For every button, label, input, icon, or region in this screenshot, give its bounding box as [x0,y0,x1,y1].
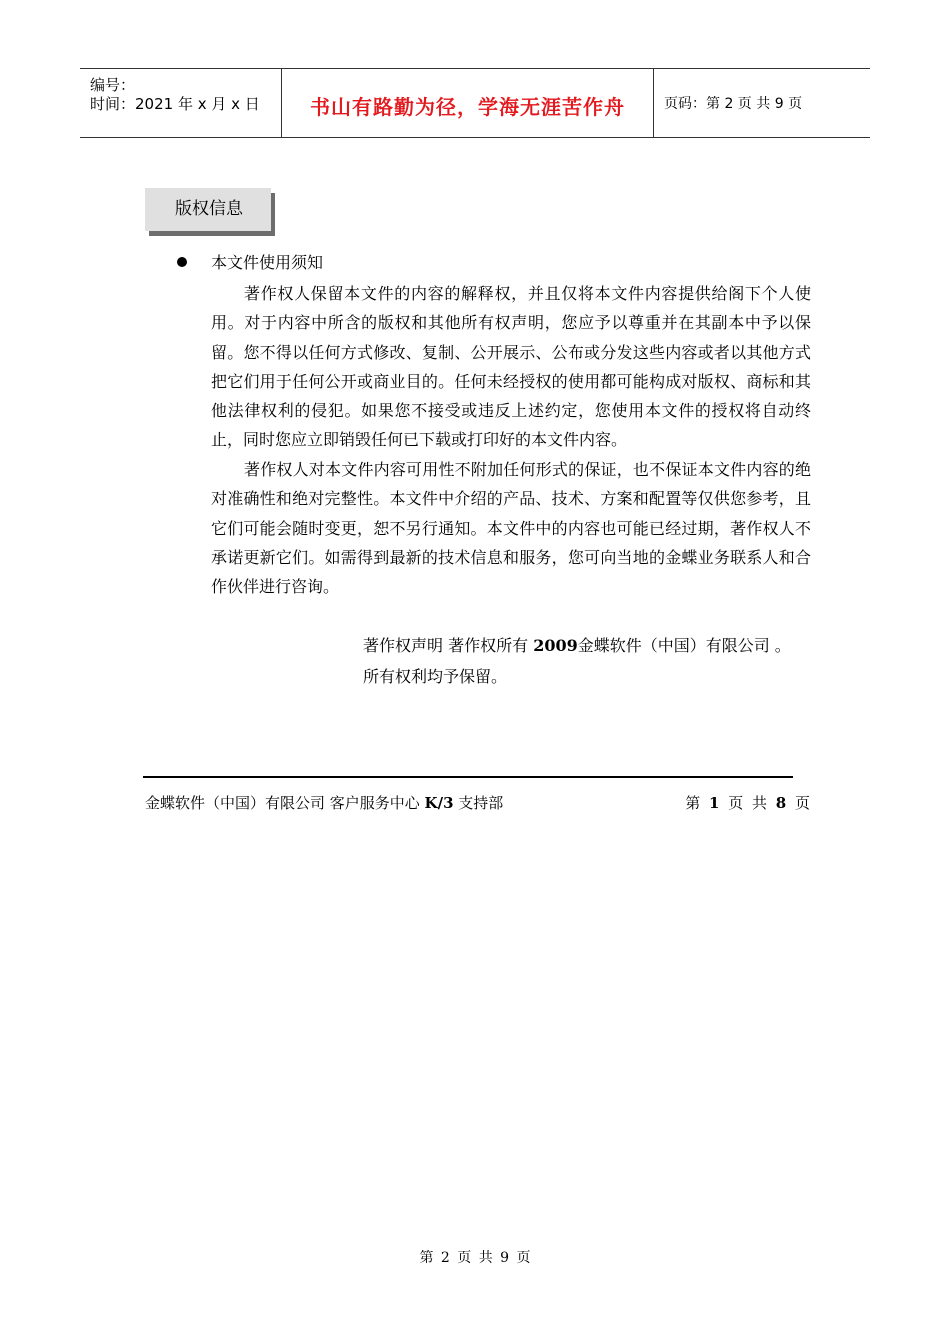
footer-page-suffix: 页 [786,794,810,812]
header-page-cell [654,69,870,137]
footer-page-total: 8 [775,794,787,812]
header-page-code: 页码：第 2 页 共 9 页 [664,96,803,112]
footer-divider [143,776,793,778]
header-motto-cell [282,69,654,137]
section-tab: 版权信息 [145,188,271,231]
copyright-prefix: 著作权声明 著作权所有 [363,636,534,655]
footer-dept-code: K/3 [424,794,454,812]
document-date: 时间：2021 年 x 月 x 日 [90,95,260,113]
footer-page-number: 1 [709,794,720,812]
inner-footer-page [685,792,810,813]
header-meta-cell [80,69,282,137]
copyright-owner: 金蝶软件（中国）有限公司 。 [577,636,791,655]
copyright-statement [363,633,791,656]
rights-reserved: 所有权利均予保留。 [363,667,508,686]
inner-footer-company [145,792,503,813]
notice-paragraph: 著作权人保留本文件的内容的解释权，并且仅将本文件内容提供给阁下个人使用。对于内容中所含的版权和其他所有权声明，您应予以尊重并在其副本中予以保留。您不得以任何方式修改、复制、公开展示、公布或分发这些内容或者以其他方式把它们用于任何公开或商业目的。任何未经授权的使用都可能构成对版权、商标和其他法律权利的侵犯。如果您不接受或违反上述约定，您使用本文件的授权将自动终止，同时您应立即销毁任何已下载或打印好的本文件内容。 [211,284,811,450]
footer-dept-text: 支持部 [453,794,504,812]
footer-company-text: 金蝶软件（中国）有限公司 客户服务中心 [145,794,425,812]
header-motto: 书山有路勤为径，学海无涯苦作舟 [310,95,625,119]
document-header [80,68,870,138]
notice-title: 本文件使用须知 [211,253,324,272]
page-footer: 第 2 页 共 9 页 [419,1250,531,1266]
footer-page-mid: 页 共 [719,794,776,812]
bullet-dot-icon [177,257,187,267]
notice-paragraph: 著作权人对本文件内容可用性不附加任何形式的保证，也不保证本文件内容的绝对准确性和绝对完整性。本文件中介绍的产品、技术、方案和配置等仅供您参考，且它们可能会随时变更，恕不另行通知。本文件中的内容也可能已经过期，著作权人不承诺更新它们。如需得到最新的技术信息和服务，您可向当地的金蝶业务联系人和合作伙伴进行咨询。 [211,460,811,597]
copyright-year: 2009 [533,636,578,655]
document-number-label: 编号： [90,76,136,94]
footer-page-prefix: 第 [685,794,710,812]
